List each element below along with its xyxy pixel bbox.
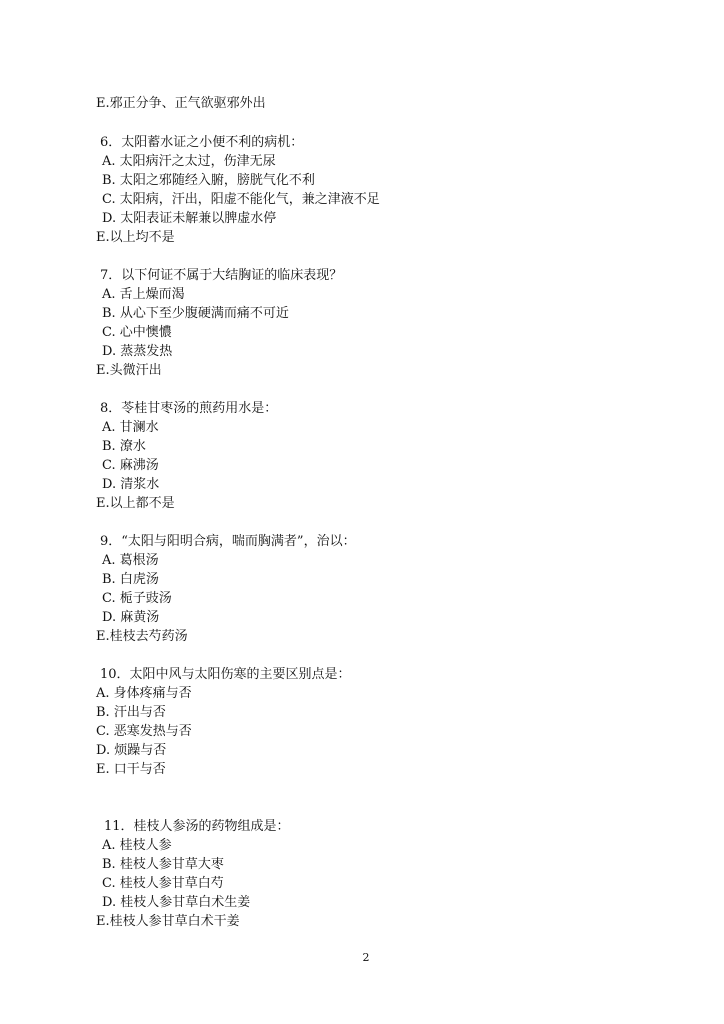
- question-9-option-b: B. 白虎汤: [102, 572, 159, 587]
- question-9-option-a: A. 葛根汤: [102, 553, 159, 568]
- question-10-option-d: D. 烦躁与否: [96, 743, 167, 758]
- question-11-option-c: C. 桂枝人参甘草白芍: [102, 876, 224, 891]
- question-11-option-b: B. 桂枝人参甘草大枣: [102, 857, 224, 872]
- question-8-option-a: A. 甘澜水: [102, 420, 159, 435]
- question-6-option-a: A. 太阳病汗之太过，伤津无尿: [102, 154, 276, 169]
- page-number: 2: [362, 951, 370, 964]
- question-6-option-e: E.以上均不是: [96, 230, 175, 245]
- question-10-option-e: E. 口干与否: [96, 762, 166, 777]
- question-6-option-b: B. 太阳之邪随经入腑，膀胱气化不利: [102, 173, 315, 188]
- question-6-text: 6．太阳蓄水证之小便不利的病机：: [100, 135, 304, 150]
- question-7-option-c: C. 心中懊憹: [102, 325, 172, 340]
- question-9-option-e: E.桂枝去芍药汤: [96, 629, 188, 644]
- question-7-option-e: E.头微汗出: [96, 363, 162, 378]
- question-11-option-d: D. 桂枝人参甘草白术生姜: [102, 895, 251, 910]
- question-8-option-b: B. 潦水: [102, 439, 146, 454]
- question-10-option-b: B. 汗出与否: [96, 705, 166, 720]
- question-10-option-a: A. 身体疼痛与否: [96, 686, 192, 701]
- question-6-option-c: C. 太阳病，汗出，阳虚不能化气，兼之津液不足: [102, 192, 380, 207]
- question-9-option-c: C. 栀子豉汤: [102, 591, 172, 606]
- question-7-option-d: D. 蒸蒸发热: [102, 344, 173, 359]
- question-7-option-a: A. 舌上燥而渴: [102, 287, 185, 302]
- question-8-option-c: C. 麻沸汤: [102, 458, 159, 473]
- question-11-option-e: E.桂枝人参甘草白术干姜: [96, 914, 240, 929]
- question-11-text: 11．桂枝人参汤的药物组成是：: [104, 819, 290, 834]
- question-8-option-d: D. 清浆水: [102, 477, 160, 492]
- question-7-option-b: B. 从心下至少腹硬满而痛不可近: [102, 306, 289, 321]
- question-8-text: 8．苓桂甘枣汤的煎药用水是：: [100, 401, 278, 416]
- prev-question-option-e: E.邪正分争、正气欲驱邪外出: [96, 96, 266, 111]
- question-6-option-d: D. 太阳表证未解兼以脾虚水停: [102, 211, 277, 226]
- question-10-text: 10．太阳中风与太阳伤寒的主要区别点是：: [100, 667, 351, 682]
- question-9-option-d: D. 麻黄汤: [102, 610, 160, 625]
- question-7-text: 7．以下何证不属于大结胸证的临床表现？: [100, 268, 343, 283]
- question-9-text: 9．“太阳与阳明合病，喘而胸满者”，治以：: [100, 534, 356, 549]
- question-8-option-e: E.以上都不是: [96, 496, 175, 511]
- question-11-option-a: A. 桂枝人参: [102, 838, 172, 853]
- question-10-option-c: C. 恶寒发热与否: [96, 724, 192, 739]
